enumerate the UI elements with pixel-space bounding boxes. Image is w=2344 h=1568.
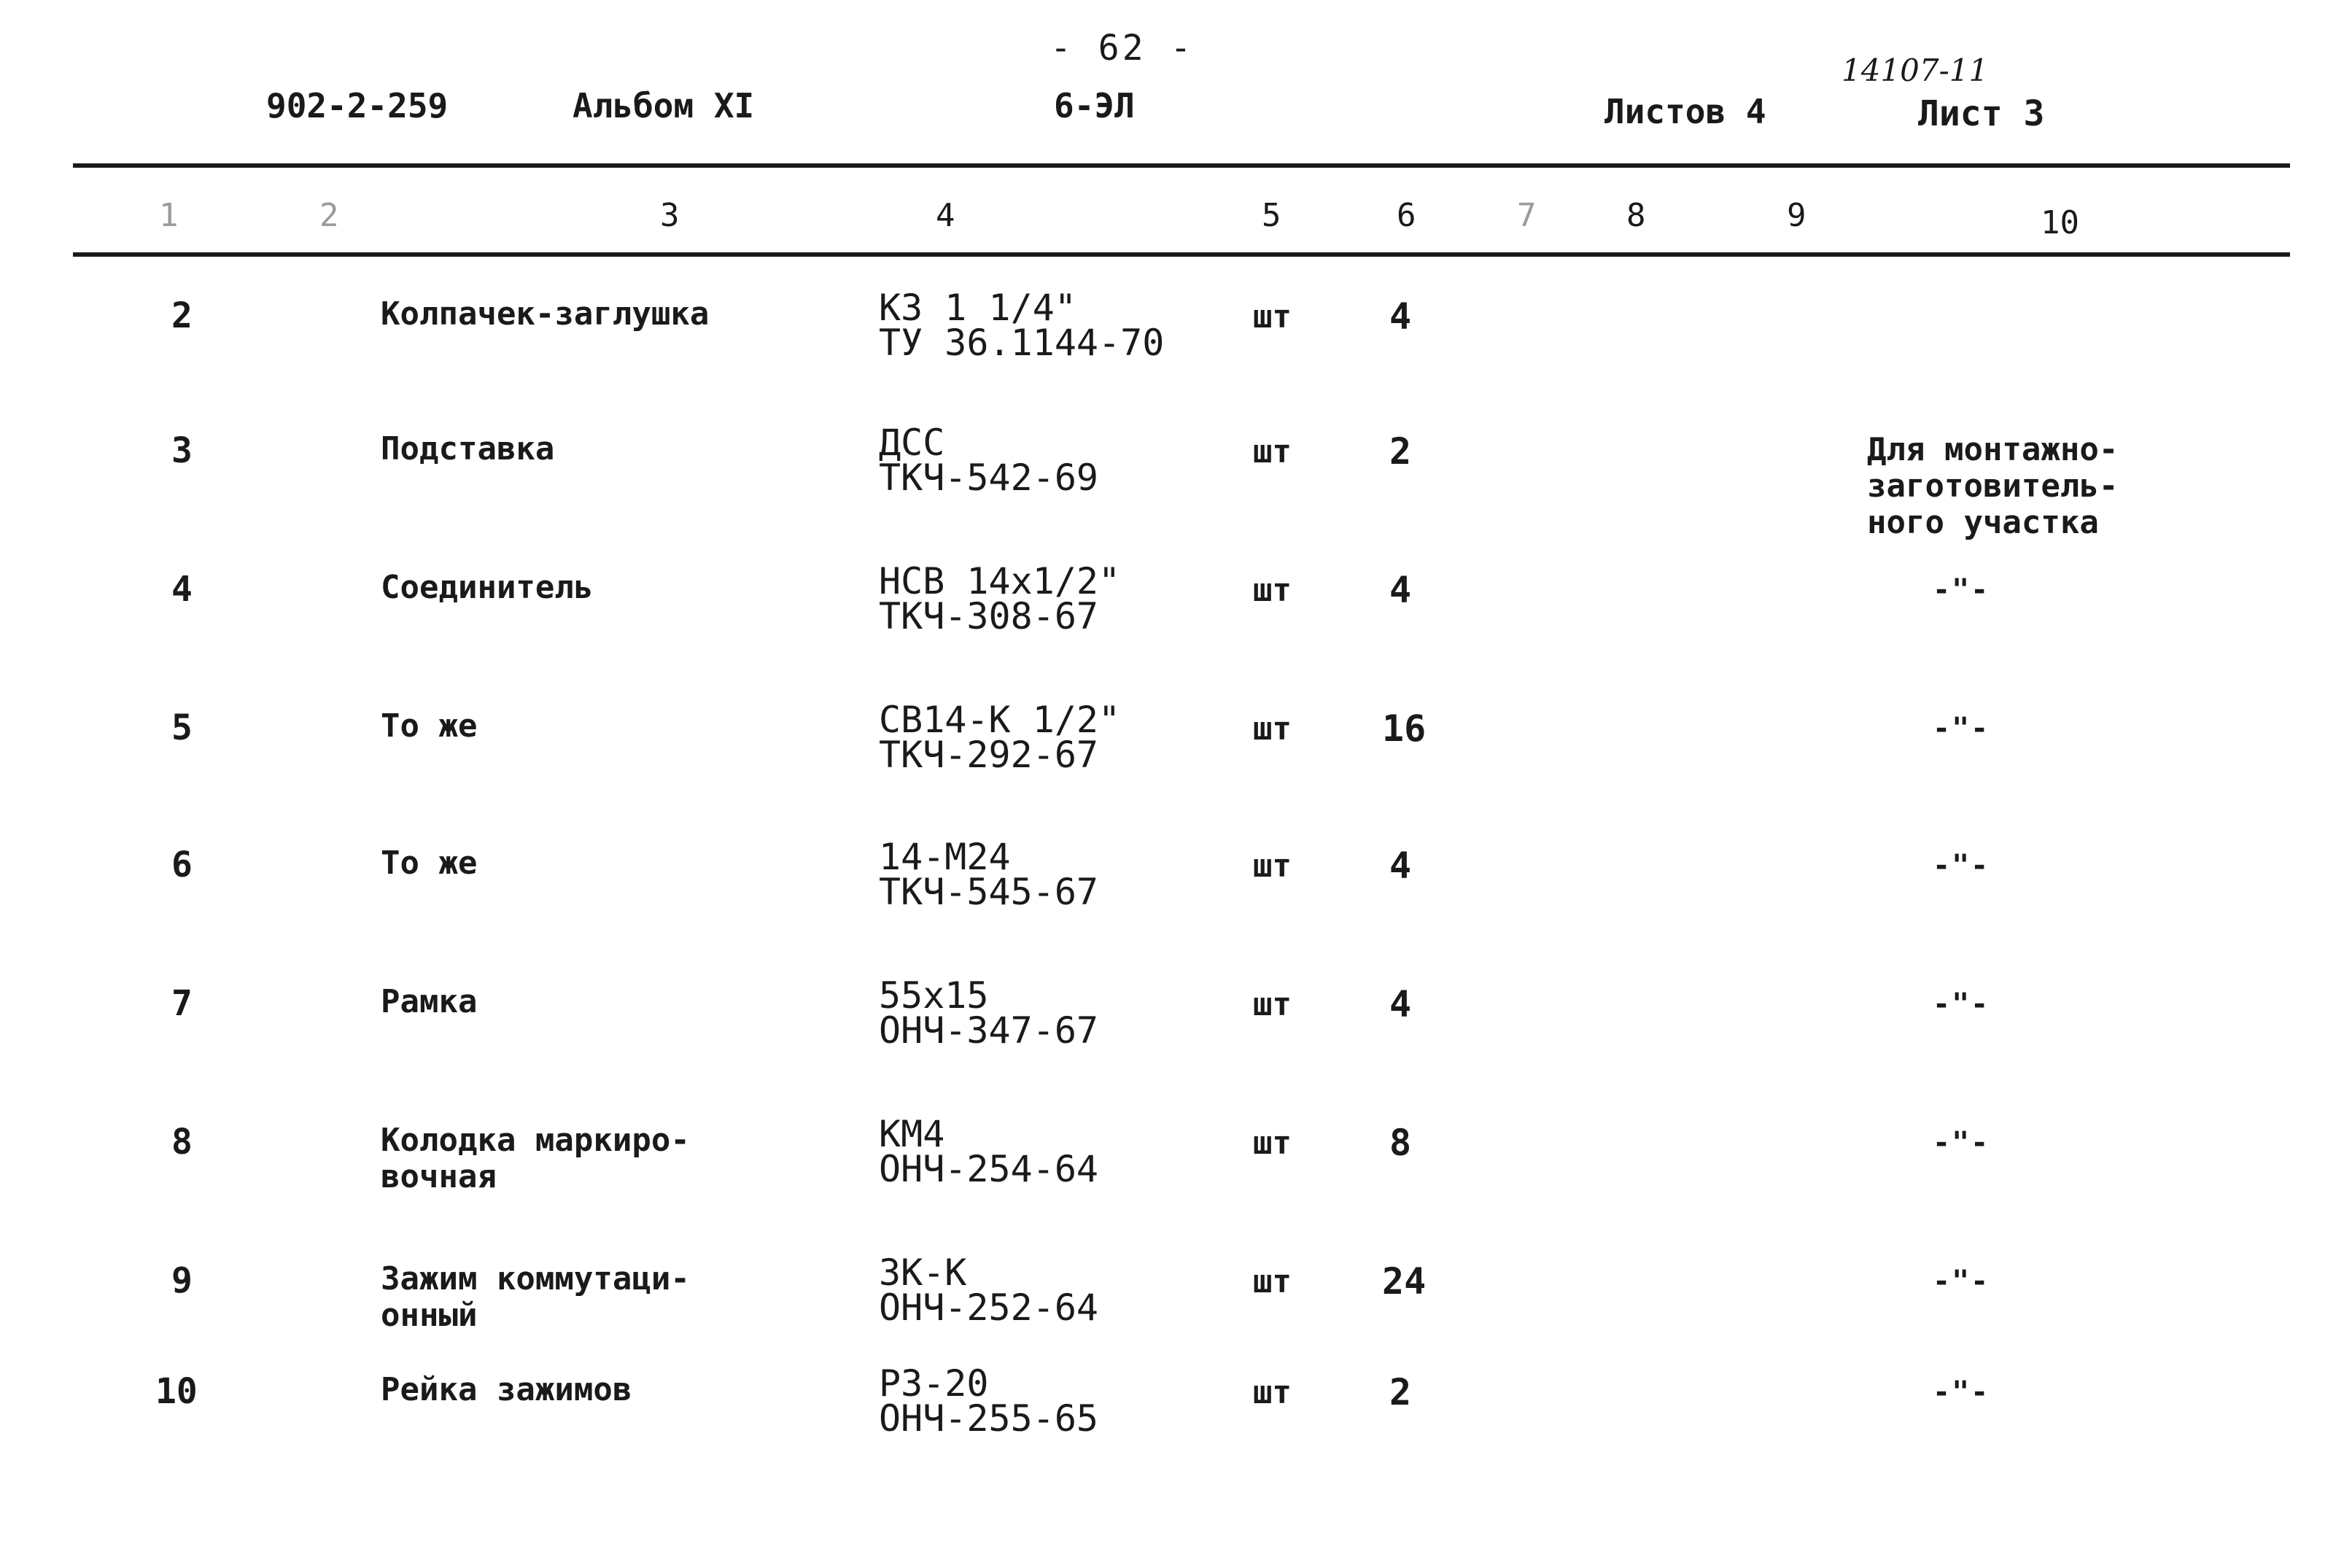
item-quantity: 4 [1389, 983, 1412, 1025]
item-note-ditto: -"- [1933, 849, 1990, 882]
sheets-total: Листов 4 [1604, 92, 1766, 131]
item-quantity: 24 [1382, 1260, 1427, 1303]
item-quantity: 2 [1389, 1371, 1412, 1413]
item-designation: СВ14-К 1/2" [879, 699, 1121, 741]
item-name: Подставка [381, 430, 555, 467]
item-designation: ЗК-К [879, 1251, 967, 1294]
album-label: Альбом XI [573, 86, 755, 125]
page-number: - 62 - [1050, 28, 1195, 69]
item-designation: ТКЧ-308-67 [879, 595, 1099, 637]
item-note-ditto: -"- [1933, 1375, 1990, 1409]
item-designation: КМ4 [879, 1113, 945, 1155]
item-note: заготовитель- [1867, 467, 2119, 505]
item-name: Зажим коммутаци- [381, 1260, 690, 1297]
column-header-6: 6 [1397, 197, 1416, 234]
item-name: То же [381, 707, 478, 745]
item-note-ditto: -"- [1933, 1265, 1990, 1298]
item-name: вочная [381, 1158, 497, 1195]
section-code: 6-ЭЛ [1054, 86, 1135, 125]
item-designation: НСВ 14х1/2" [879, 560, 1121, 602]
row-number: 6 [171, 845, 193, 885]
item-designation: ТКЧ-545-67 [879, 871, 1099, 913]
item-note-ditto: -"- [1933, 573, 1990, 607]
column-header-rule [73, 252, 2290, 257]
unit-of-measure: шт [1253, 847, 1292, 885]
item-designation: ДСС [879, 422, 945, 464]
unit-of-measure: шт [1253, 298, 1292, 335]
item-note-ditto: -"- [1933, 1126, 1990, 1160]
item-name: Рейка зажимов [381, 1371, 632, 1408]
column-header-2: 2 [319, 197, 339, 234]
column-header-10: 10 [2041, 204, 2079, 241]
item-designation: ТУ 36.1144-70 [879, 322, 1165, 364]
item-designation: ОНЧ-252-64 [879, 1286, 1099, 1329]
item-designation: ТКЧ-542-69 [879, 457, 1099, 499]
item-designation: ТКЧ-292-67 [879, 734, 1099, 776]
document-code: 902-2-259 [266, 86, 449, 125]
item-name: Колодка маркиро- [381, 1122, 690, 1159]
column-header-1: 1 [159, 197, 179, 234]
column-header-7: 7 [1517, 197, 1537, 234]
item-designation: ОНЧ-254-64 [879, 1148, 1099, 1190]
item-quantity: 4 [1389, 845, 1412, 887]
row-number: 5 [171, 707, 193, 748]
unit-of-measure: шт [1253, 710, 1292, 748]
column-header-8: 8 [1626, 197, 1646, 234]
handwritten-reference: 14107-11 [1842, 53, 1989, 88]
unit-of-measure: шт [1253, 986, 1292, 1023]
row-number: 7 [171, 983, 193, 1024]
column-header-3: 3 [660, 197, 680, 234]
item-designation: ОНЧ-347-67 [879, 1009, 1099, 1052]
item-designation: ОНЧ-255-65 [879, 1397, 1099, 1440]
row-number: 2 [171, 295, 193, 336]
unit-of-measure: шт [1253, 572, 1292, 609]
item-quantity: 16 [1382, 707, 1427, 750]
item-name: Колпачек-заглушка [381, 295, 710, 333]
item-quantity: 4 [1389, 569, 1412, 611]
column-header-5: 5 [1262, 197, 1281, 234]
item-name: Рамка [381, 983, 478, 1020]
item-quantity: 4 [1389, 295, 1412, 338]
item-designation: КЗ 1 1/4" [879, 287, 1076, 329]
row-number: 3 [171, 430, 193, 471]
item-designation: РЗ-20 [879, 1362, 989, 1405]
item-quantity: 8 [1389, 1122, 1412, 1164]
item-quantity: 2 [1389, 430, 1412, 473]
item-name: То же [381, 845, 478, 882]
column-header-4: 4 [936, 197, 955, 234]
item-note: Для монтажно- [1867, 431, 2119, 468]
unit-of-measure: шт [1253, 1125, 1292, 1162]
item-note: ного участка [1867, 504, 2099, 541]
item-name: Соединитель [381, 569, 594, 606]
item-note-ditto: -"- [1933, 987, 1990, 1021]
item-designation: 14-М24 [879, 836, 1011, 878]
unit-of-measure: шт [1253, 433, 1292, 470]
column-header-9: 9 [1787, 197, 1806, 234]
unit-of-measure: шт [1253, 1374, 1292, 1411]
row-number: 4 [171, 569, 193, 610]
unit-of-measure: шт [1253, 1263, 1292, 1300]
item-note-ditto: -"- [1933, 712, 1990, 745]
item-name: онный [381, 1297, 478, 1334]
header-rule [73, 163, 2290, 168]
row-number: 8 [171, 1122, 193, 1163]
sheet-number: Лист 3 [1918, 93, 2045, 134]
row-number: 10 [155, 1371, 198, 1412]
row-number: 9 [171, 1260, 193, 1301]
item-designation: 55х15 [879, 974, 989, 1017]
